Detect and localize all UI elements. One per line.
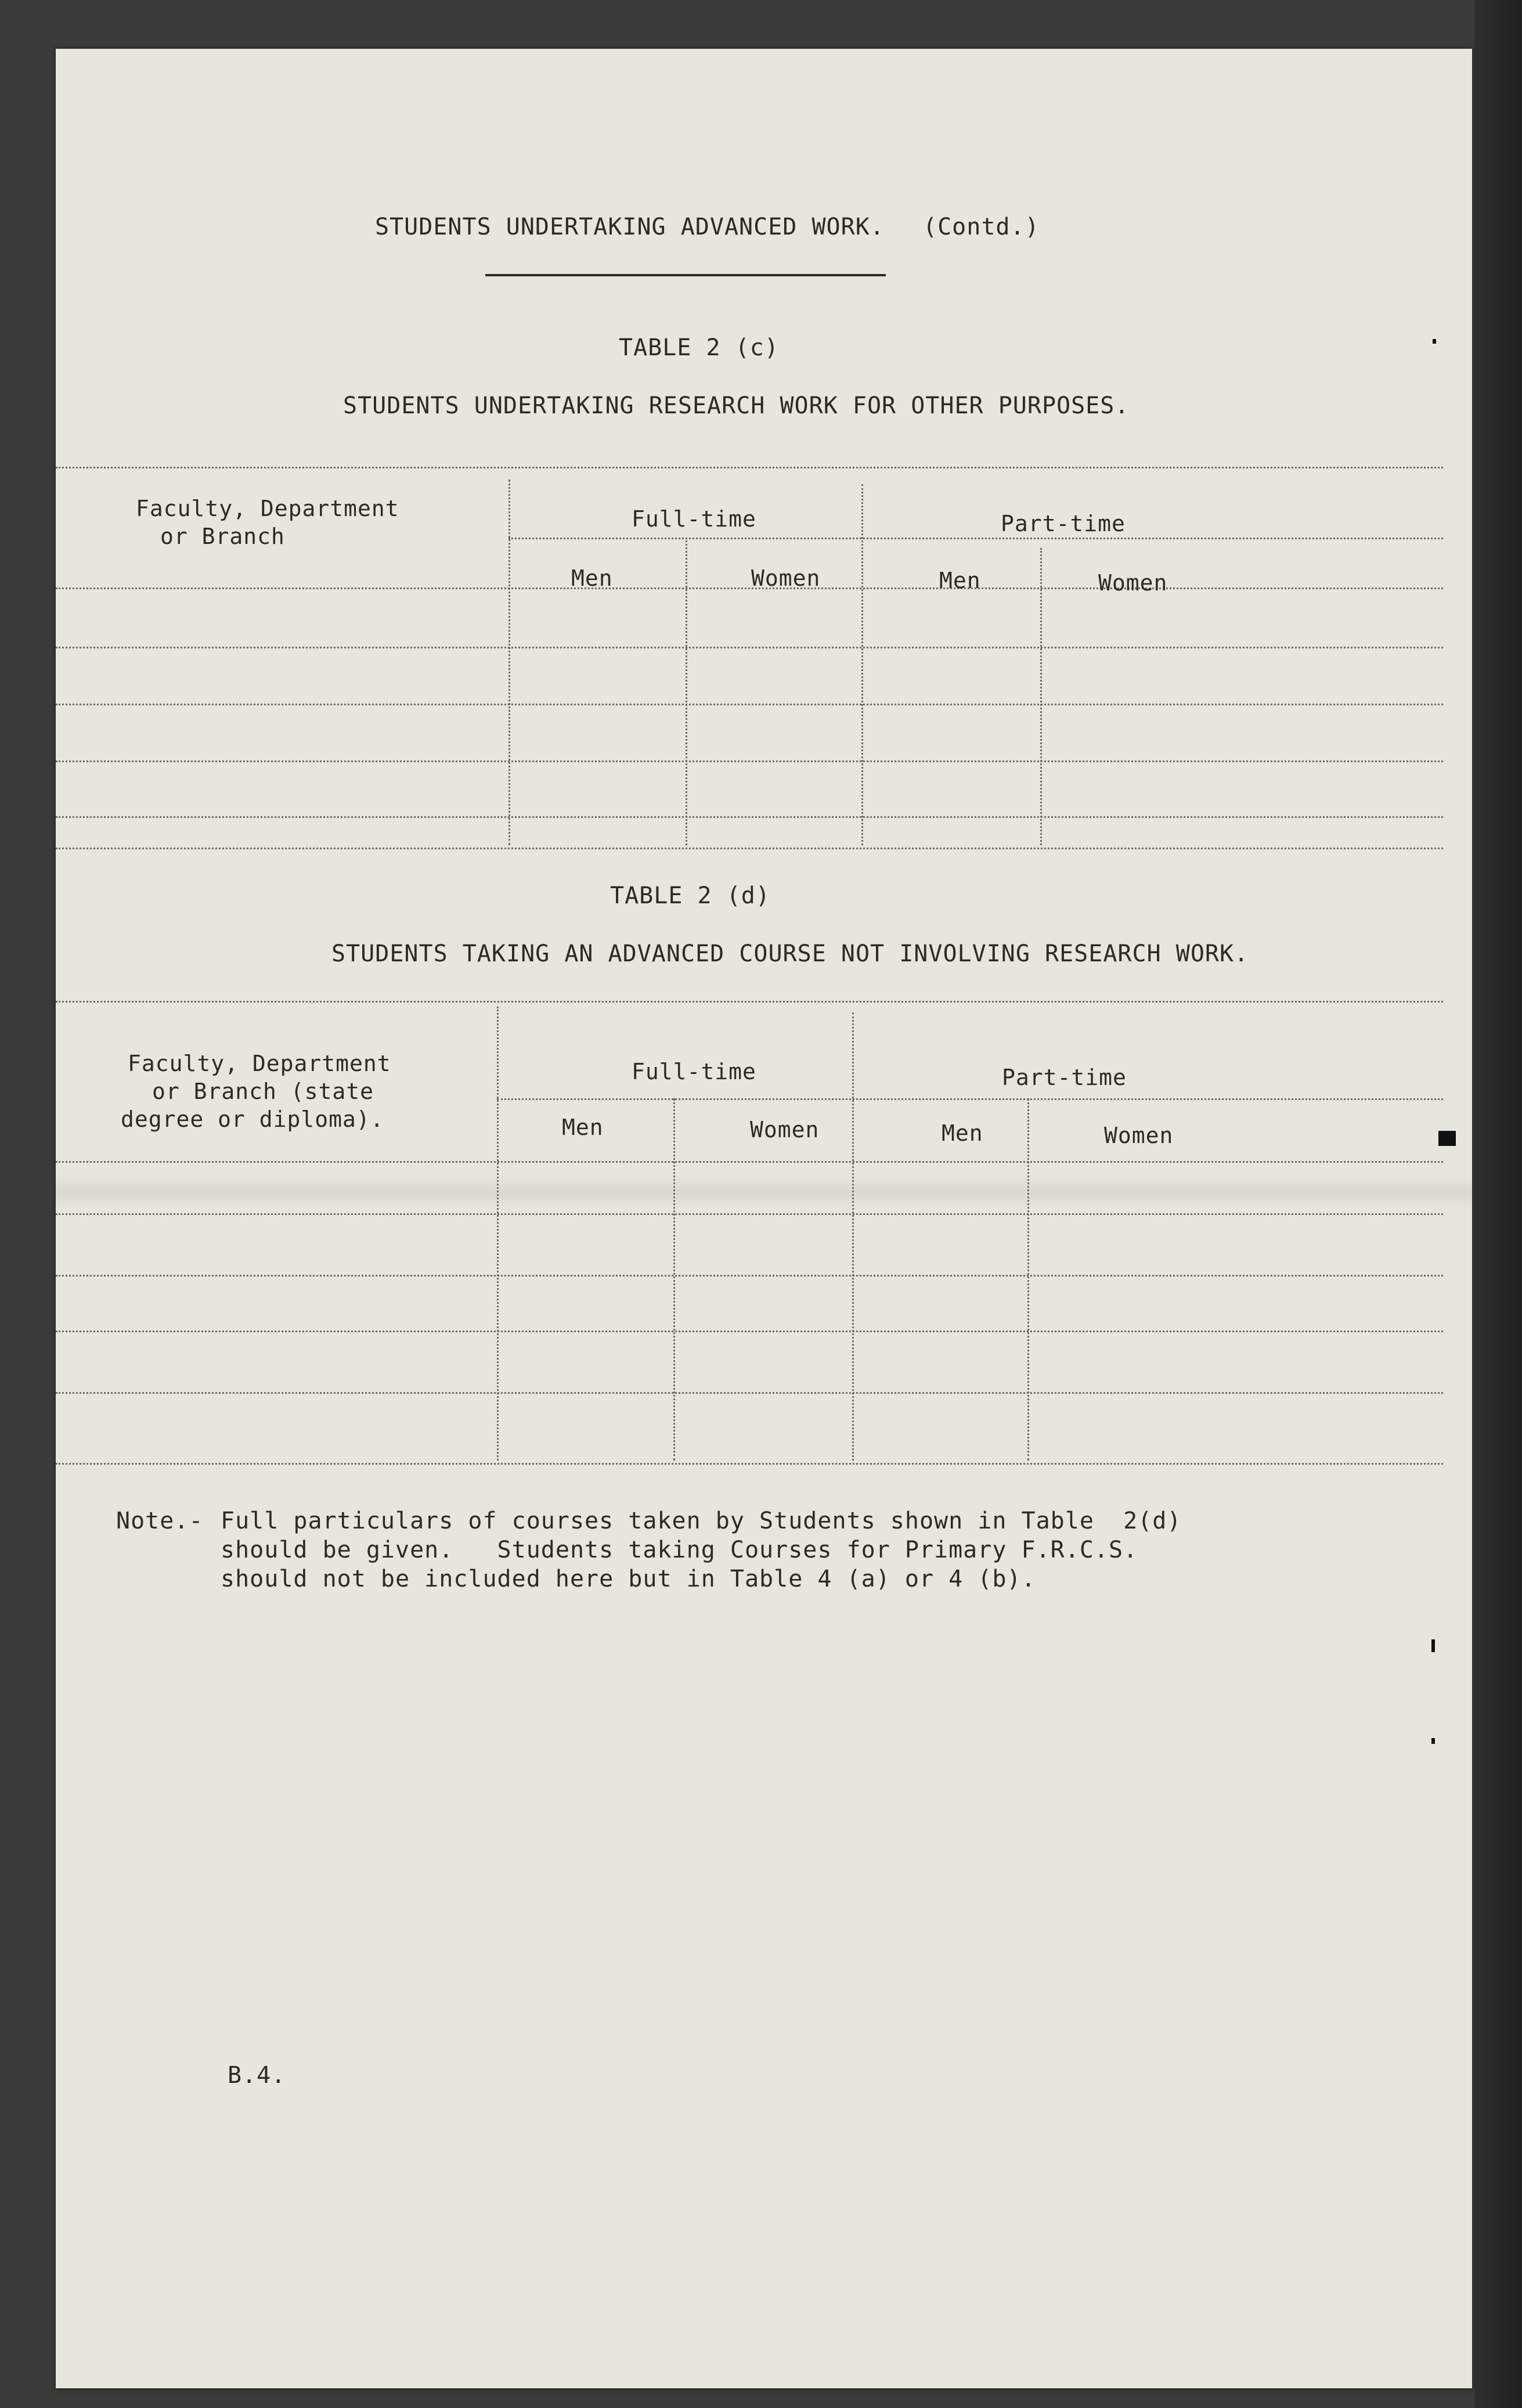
- page-heading-contd: (Contd.): [923, 214, 1040, 240]
- table-c-full-time: Full-time: [632, 506, 756, 532]
- table-c-men-pt: Men: [939, 568, 981, 593]
- paper-fold: [56, 1175, 1472, 1210]
- table-d-men-pt: Men: [942, 1120, 983, 1146]
- table-d-women-pt: Women: [1104, 1123, 1174, 1148]
- table-c-women-pt: Women: [1098, 570, 1168, 596]
- table-d-label: TABLE 2 (d): [610, 882, 770, 909]
- table-c-women-ft: Women: [751, 565, 821, 591]
- table-d-men-ft: Men: [562, 1115, 604, 1140]
- table-c-men-ft: Men: [571, 565, 613, 591]
- table-d-part-time: Part-time: [1002, 1065, 1127, 1090]
- note-line-1: Full particulars of courses taken by Students shown in Table 2(d): [221, 1508, 1182, 1534]
- table-c-title: STUDENTS UNDERTAKING RESEARCH WORK FOR OTHER PURPOSES.: [343, 392, 1130, 419]
- backdrop: [1474, 0, 1522, 2408]
- table-d-col-faculty-2: or Branch (state: [152, 1079, 374, 1104]
- table-d-title: STUDENTS TAKING AN ADVANCED COURSE NOT INVOLVING RESEARCH WORK.: [331, 940, 1249, 967]
- table-c-label: TABLE 2 (c): [619, 334, 779, 361]
- edge-mark: [1438, 1131, 1456, 1146]
- table-d-col-faculty-3: degree or diploma).: [121, 1106, 384, 1132]
- table-d-full-time: Full-time: [632, 1059, 756, 1084]
- document-page: [56, 49, 1472, 2388]
- edge-speck: [1433, 339, 1436, 344]
- page-heading: STUDENTS UNDERTAKING ADVANCED WORK.: [375, 214, 885, 240]
- footer-code: B.4.: [228, 2062, 286, 2089]
- note-line-3: should not be included here but in Table 4 (a) or 4 (b).: [221, 1566, 1036, 1592]
- heading-underline: [485, 274, 886, 276]
- edge-speck: [1431, 1639, 1435, 1652]
- edge-speck: [1431, 1738, 1435, 1744]
- table-d-women-ft: Women: [750, 1117, 820, 1142]
- table-c-col-faculty: Faculty, Department: [136, 496, 399, 521]
- note-line-2: should be given. Students taking Courses for Primary F.R.C.S.: [221, 1537, 1138, 1563]
- table-c-col-faculty-2: or Branch: [160, 524, 285, 549]
- table-c-part-time: Part-time: [1001, 511, 1126, 536]
- table-d-col-faculty: Faculty, Department: [128, 1051, 391, 1076]
- note-prefix: Note.-: [116, 1508, 204, 1534]
